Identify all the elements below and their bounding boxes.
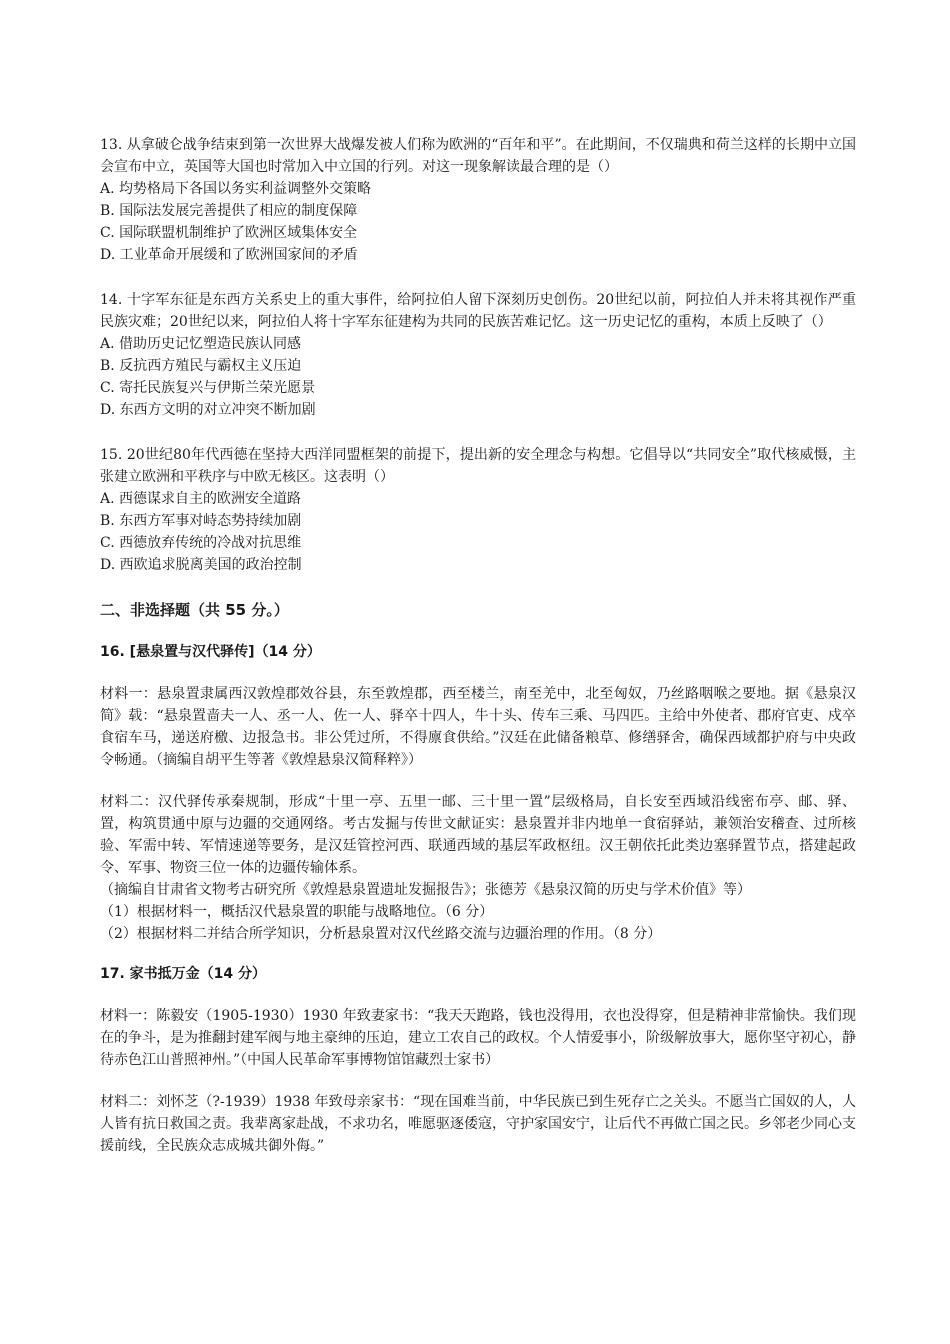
exam-page <box>100 134 856 1157</box>
option-b: B. 东西方军事对峙态势持续加剧 <box>100 513 302 529</box>
material-one: 材料一：陈毅安（1905-1930）1930 年致妻家书：“我天天跑路，钱也没得用，衣也没得穿，但是精神非常愉快。我们现在的争斗，是为推翻封建军阀与地主豪绅的压迫，建立工农自己的政权。个人情爱事小，阶级解放事大，愿你坚守初心，静待赤色江山普照神州。”（中国人民革命军事博物馆馆藏烈士家书） <box>100 1008 856 1068</box>
question-14 <box>100 289 856 421</box>
question-stem: 14. 十字军东征是东西方关系史上的重大事件，给阿拉伯人留下深刻历史创伤。20世纪以前，阿拉伯人并未将其视作严重民族灾难；20世纪以来，阿拉伯人将十字军东征建构为共同的民族苦难记忆。这一历史记忆的重构，本质上反映了（） <box>100 292 856 330</box>
material-source: （摘编自甘肃省文物考古研究所《敦煌悬泉置遗址发掘报告》；张德芳《悬泉汉简的历史与学术价值》等） <box>100 882 751 898</box>
question-title: 17. 家书抵万金（14 分） <box>100 966 267 982</box>
option-c: C. 寄托民族复兴与伊斯兰荣光愿景 <box>100 380 316 396</box>
sub-question-2: （2）根据材料二并结合所学知识，分析悬泉置对汉代丝路交流与边疆治理的作用。（8 分） <box>100 926 662 942</box>
material-two: 材料二：刘怀芝（?-1939）1938 年致母亲家书：“现在国难当前，中华民族已到生死存亡之关头。不愿当亡国奴的人，人人皆有抗日救国之责。我辈离家赴战，不求功名，唯愿驱逐倭寇，守护家国安宁，让后代不再做亡国之民。乡邻老少同心支援前线，全民族众志成城共御外侮。” <box>100 1094 856 1154</box>
option-d: D. 西欧追求脱离美国的政治控制 <box>100 557 302 573</box>
question-15 <box>100 444 856 576</box>
material-one: 材料一：悬泉置隶属西汉敦煌郡效谷县，东至敦煌郡，西至楼兰，南至羌中，北至匈奴，乃丝路咽喉之要地。据《悬泉汉简》载：“悬泉置啬夫一人、丞一人、佐一人、驿卒十四人，牛十头、传车三乘、马四匹。主给中外使者、郡府官吏、戍卒食宿车马，递送府檄、边报急书。非公凭过所，不得廪食供给。”汉廷在此储备粮草、修缮驿舍，确保西域都护府与中央政令畅通。（摘编自胡平生等著《敦煌悬泉汉简释粹》） <box>100 686 856 768</box>
option-d: D. 东西方文明的对立冲突不断加剧 <box>100 402 316 418</box>
question-stem: 15. 20世纪80年代西德在坚持大西洋同盟框架的前提下，提出新的安全理念与构想。它倡导以“共同安全”取代核威慑，主张建立欧洲和平秩序与中欧无核区。这表明（） <box>100 447 856 485</box>
question-title: 16. [悬泉置与汉代驿传]（14 分） <box>100 644 321 660</box>
material-two: 材料二：汉代驿传承秦规制，形成“十里一亭、五里一邮、三十里一置”层级格局，自长安至西域沿线密布亭、邮、驿、置，构筑贯通中原与边疆的交通网络。考古发掘与传世文献证实：悬泉置并非内地单一食宿驿站，兼领治安稽查、过所核验、军需中转、军情速递等要务，是汉廷管控河西、联通西域的基层军政枢纽。汉王朝依托此类边塞驿置节点，搭建起政令、军事、物资三位一体的边疆传输体系。 <box>100 794 856 876</box>
option-d: D. 工业革命开展缓和了欧洲国家间的矛盾 <box>100 247 358 263</box>
option-a: A. 西德谋求自主的欧洲安全道路 <box>100 491 302 507</box>
sub-question-1: （1）根据材料一，概括汉代悬泉置的职能与战略地位。（6 分） <box>100 904 494 920</box>
option-c: C. 西德放弃传统的冷战对抗思维 <box>100 535 302 551</box>
option-b: B. 国际法发展完善提供了相应的制度保障 <box>100 203 358 219</box>
question-13 <box>100 134 856 266</box>
option-a: A. 均势格局下各国以务实利益调整外交策略 <box>100 181 372 197</box>
option-a: A. 借助历史记忆塑造民族认同感 <box>100 336 302 352</box>
spacer <box>100 945 856 963</box>
question-stem: 13. 从拿破仑战争结束到第一次世界大战爆发被人们称为欧洲的“百年和平”。在此期间，不仅瑞典和荷兰这样的长期中立国会宣布中立，英国等大国也时常加入中立国的行列。对这一现象解读最合理的是（） <box>100 137 856 175</box>
question-16 <box>100 641 856 945</box>
question-17 <box>100 963 856 1157</box>
section-title: 二、非选择题（共 55 分。） <box>100 601 289 619</box>
option-b: B. 反抗西方殖民与霸权主义压迫 <box>100 358 302 374</box>
option-c: C. 国际联盟机制维护了欧洲区域集体安全 <box>100 225 358 241</box>
